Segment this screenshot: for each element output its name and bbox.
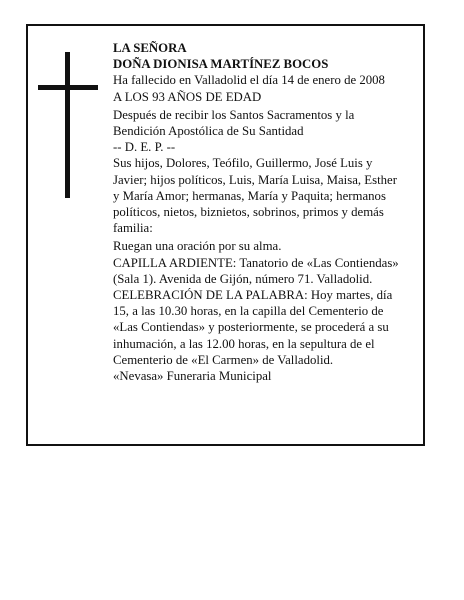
prayer-line: Ruegan una oración por su alma. — [113, 239, 282, 254]
deceased-name: DOÑA DIONISA MARTÍNEZ BOCOS — [113, 57, 329, 72]
celebration-line: «Las Contiendas» y posteriormente, se procederá a su — [113, 320, 389, 335]
notice-title: LA SEÑORA — [113, 41, 187, 55]
cross-icon — [38, 52, 98, 198]
cross-horizontal-bar — [38, 85, 98, 90]
sacraments-line: Después de recibir los Santos Sacramentos y la — [113, 107, 355, 122]
cross-vertical-bar — [65, 52, 70, 198]
celebration-line: CELEBRACIÓN DE LA PALABRA: Hoy martes, día — [113, 288, 393, 303]
family-line: Sus hijos, Dolores, Teófilo, Guillermo, José Luis y — [113, 156, 373, 171]
sacraments-line: Bendición Apostólica de Su Santidad — [113, 124, 304, 139]
celebration-line: 15, a las 10.30 horas, en la capilla del Cementerio de — [113, 304, 384, 319]
death-line: Ha fallecido en Valladolid el día 14 de enero de 2008 — [113, 73, 385, 88]
celebration-line: inhumación, a las 12.00 horas, en la sepultura de el — [113, 336, 375, 351]
obituary-text — [113, 40, 425, 384]
family-line: familia: — [113, 221, 153, 236]
celebration-line: Cementerio de «El Carmen» de Valladolid. — [113, 352, 334, 367]
chapel-line: CAPILLA ARDIENTE: Tanatorio de «Las Contiendas» — [113, 255, 399, 270]
family-line: y María Amor; hermanas, María y Paquita; hermanos — [113, 188, 386, 203]
age-line: A LOS 93 AÑOS DE EDAD — [113, 89, 262, 104]
dep-line: -- D. E. P. -- — [113, 140, 176, 155]
funeral-home-line: «Nevasa» Funeraria Municipal — [113, 369, 272, 384]
family-line: Javier; hijos políticos, Luis, María Luisa, Maisa, Esther — [113, 172, 397, 187]
chapel-line: (Sala 1). Avenida de Gijón, número 71. Valladolid. — [113, 271, 373, 286]
family-line: políticos, nietos, biznietos, sobrinos, primos y demás — [113, 205, 384, 220]
